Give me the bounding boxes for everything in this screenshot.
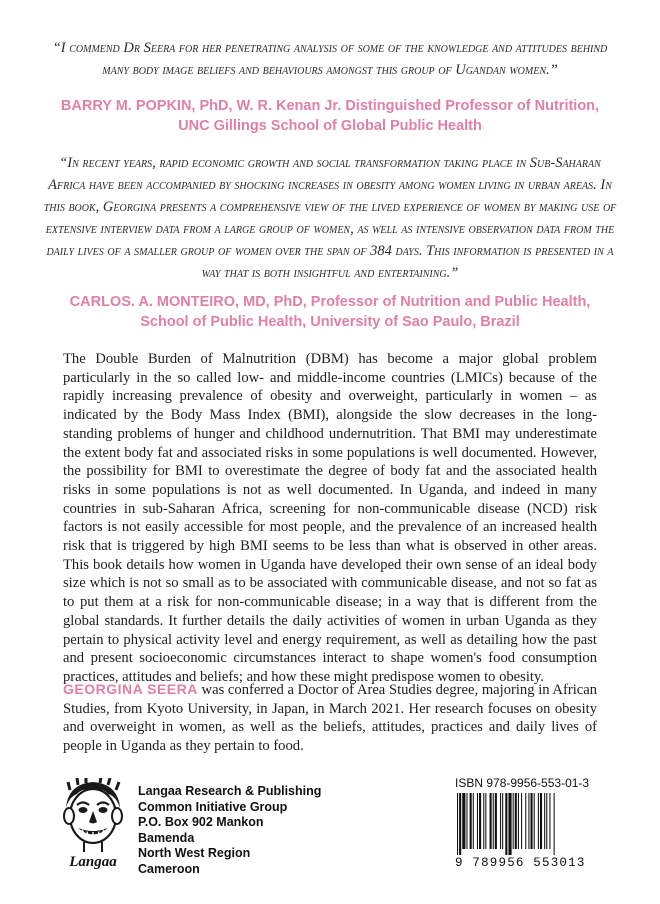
barcode-bar bbox=[473, 793, 474, 849]
author-bio bbox=[63, 680, 597, 756]
endorsement-attribution-2 bbox=[40, 292, 620, 332]
publisher-address bbox=[138, 784, 321, 877]
barcode-digits: 9 789956 553013 bbox=[455, 856, 586, 870]
barcode-bar bbox=[505, 793, 507, 855]
barcode-bar bbox=[508, 793, 511, 855]
barcode-bar bbox=[477, 793, 478, 849]
author-name: GEORGINA SEERA bbox=[63, 681, 198, 697]
book-summary: The Double Burden of Malnutrition (DBM) has become a major global problem particularly in the so called low- and middle-income countries (LMICs) because of the rapidly increasing prevalence of obesity and overweight, particularly in women – as indicated by the Body Mass Index (BMI), alongside the slow decreases in the long-standing problems of hunger and childhood undernutrition. That BMI may underestimate the extent body fat and associated risks in some populations is well documented. However, the possibility for BMI to overestimate the degree of body fat and the associated health risks in some populations is not as well documented. In Uganda, and indeed in many countries in sub-Saharan Africa, screening for non-communicable disease (NCD) risk factors is not easily accessible for most people, and the prevalence of an increased health risk that is triggered by high BMI seems to be less than what is observed in other areas. This book details how women in Uganda have developed their own sense of an ideal body size which is not so small as to be associated with communicable disease, and not so fat as to put them at a risk for non-communicable disease; in a way that is different from the global standards. It further details the daily activities of women in urban Uganda as they pertain to physical activity level and energy requirement, as well as detailing how the past and present socioeconomic circumstances interact to shape women's food consumption practices, attitudes and beliefs; and how these might predispose women to obesity. bbox=[63, 351, 597, 685]
barcode-bar bbox=[531, 793, 533, 849]
publisher-line: Langaa Research & Publishing bbox=[138, 784, 322, 798]
endorsement-quote-2: “In recent years, rapid economic growth and social transformation taking place in Sub-Saharan Africa have been accompanied by shocking increases in obesity among women living in urban areas. In this book, Georgina presents a comprehensive view of the lived experience of women by making use of extensive interview data from a large group of women, as well as intensive observation data from the daily lives of a smaller group of women over the span of 384 days. This information is presented in a way that is both insightful and entertaining.” bbox=[43, 155, 617, 281]
barcode-bar bbox=[490, 793, 492, 849]
author-bio-text: was conferred a Doctor of Area Studies degree, majoring in African Studies, from Kyoto University, in Japan, in March 2021. Her research focuses on obesity and overweight in women, as well as the beliefs, attitudes, practices and daily lives of people in Uganda as they pertain to food. bbox=[63, 682, 597, 755]
endorsement-attribution-1 bbox=[40, 96, 620, 136]
isbn-label: ISBN 978-9956-553-01-3 bbox=[455, 776, 590, 790]
barcode-bar bbox=[470, 793, 472, 849]
barcode-bar bbox=[525, 793, 526, 849]
barcode-bar bbox=[459, 793, 461, 855]
endorsement-quote-1: “I commend Dr Seera for her penetrating analysis of some of the knowledge and attitudes behind many body image beliefs and behaviours amongst this group of Ugandan women.” bbox=[52, 40, 608, 78]
attribution-2-line-1: CARLOS. A. MONTEIRO, MD, PhD, Professor of Nutrition and Public Health, bbox=[69, 294, 591, 310]
barcode-bar bbox=[549, 793, 550, 849]
barcode-bar bbox=[515, 793, 517, 849]
barcode-bar bbox=[521, 793, 522, 849]
barcode-icon bbox=[455, 793, 590, 855]
publisher-line: P.O. Box 902 Mankon bbox=[138, 815, 264, 829]
attribution-1-line-1: BARRY M. POPKIN, PhD, W. R. Kenan Jr. Distinguished Professor of Nutrition, bbox=[60, 98, 600, 114]
barcode-bar bbox=[479, 793, 481, 849]
publisher-line: North West Region bbox=[138, 846, 251, 860]
publisher-logo bbox=[58, 778, 128, 873]
barcode-bar bbox=[502, 793, 503, 849]
isbn-barcode-block bbox=[455, 776, 590, 870]
barcode-bar bbox=[457, 793, 458, 855]
barcode-bar bbox=[495, 793, 497, 849]
barcode-bar bbox=[513, 793, 514, 849]
attribution-1-line-2: UNC Gillings School of Global Public Health bbox=[178, 118, 482, 134]
publisher-line: Common Initiative Group bbox=[138, 799, 288, 814]
barcode-bar bbox=[544, 793, 545, 849]
barcode-bar bbox=[462, 793, 465, 849]
barcode-bar bbox=[554, 793, 555, 855]
barcode-bar bbox=[534, 793, 535, 849]
publisher-line: Bamenda bbox=[138, 830, 195, 845]
barcode-bar bbox=[528, 793, 529, 849]
barcode-bar bbox=[485, 793, 486, 849]
attribution-2-line-2: School of Public Health, University of Sao Paulo, Brazil bbox=[140, 314, 520, 330]
barcode-bar bbox=[540, 793, 542, 849]
barcode-bar bbox=[500, 793, 501, 849]
barcode-bar bbox=[538, 793, 539, 849]
barcode-bar bbox=[483, 793, 484, 849]
barcode-bar bbox=[466, 793, 467, 849]
barcode-bar bbox=[493, 793, 494, 849]
barcode-bar bbox=[518, 793, 519, 849]
publisher-line: Cameroon bbox=[138, 861, 200, 876]
barcode-bar bbox=[546, 793, 547, 849]
publisher-logo-text: Langaa bbox=[69, 854, 117, 870]
